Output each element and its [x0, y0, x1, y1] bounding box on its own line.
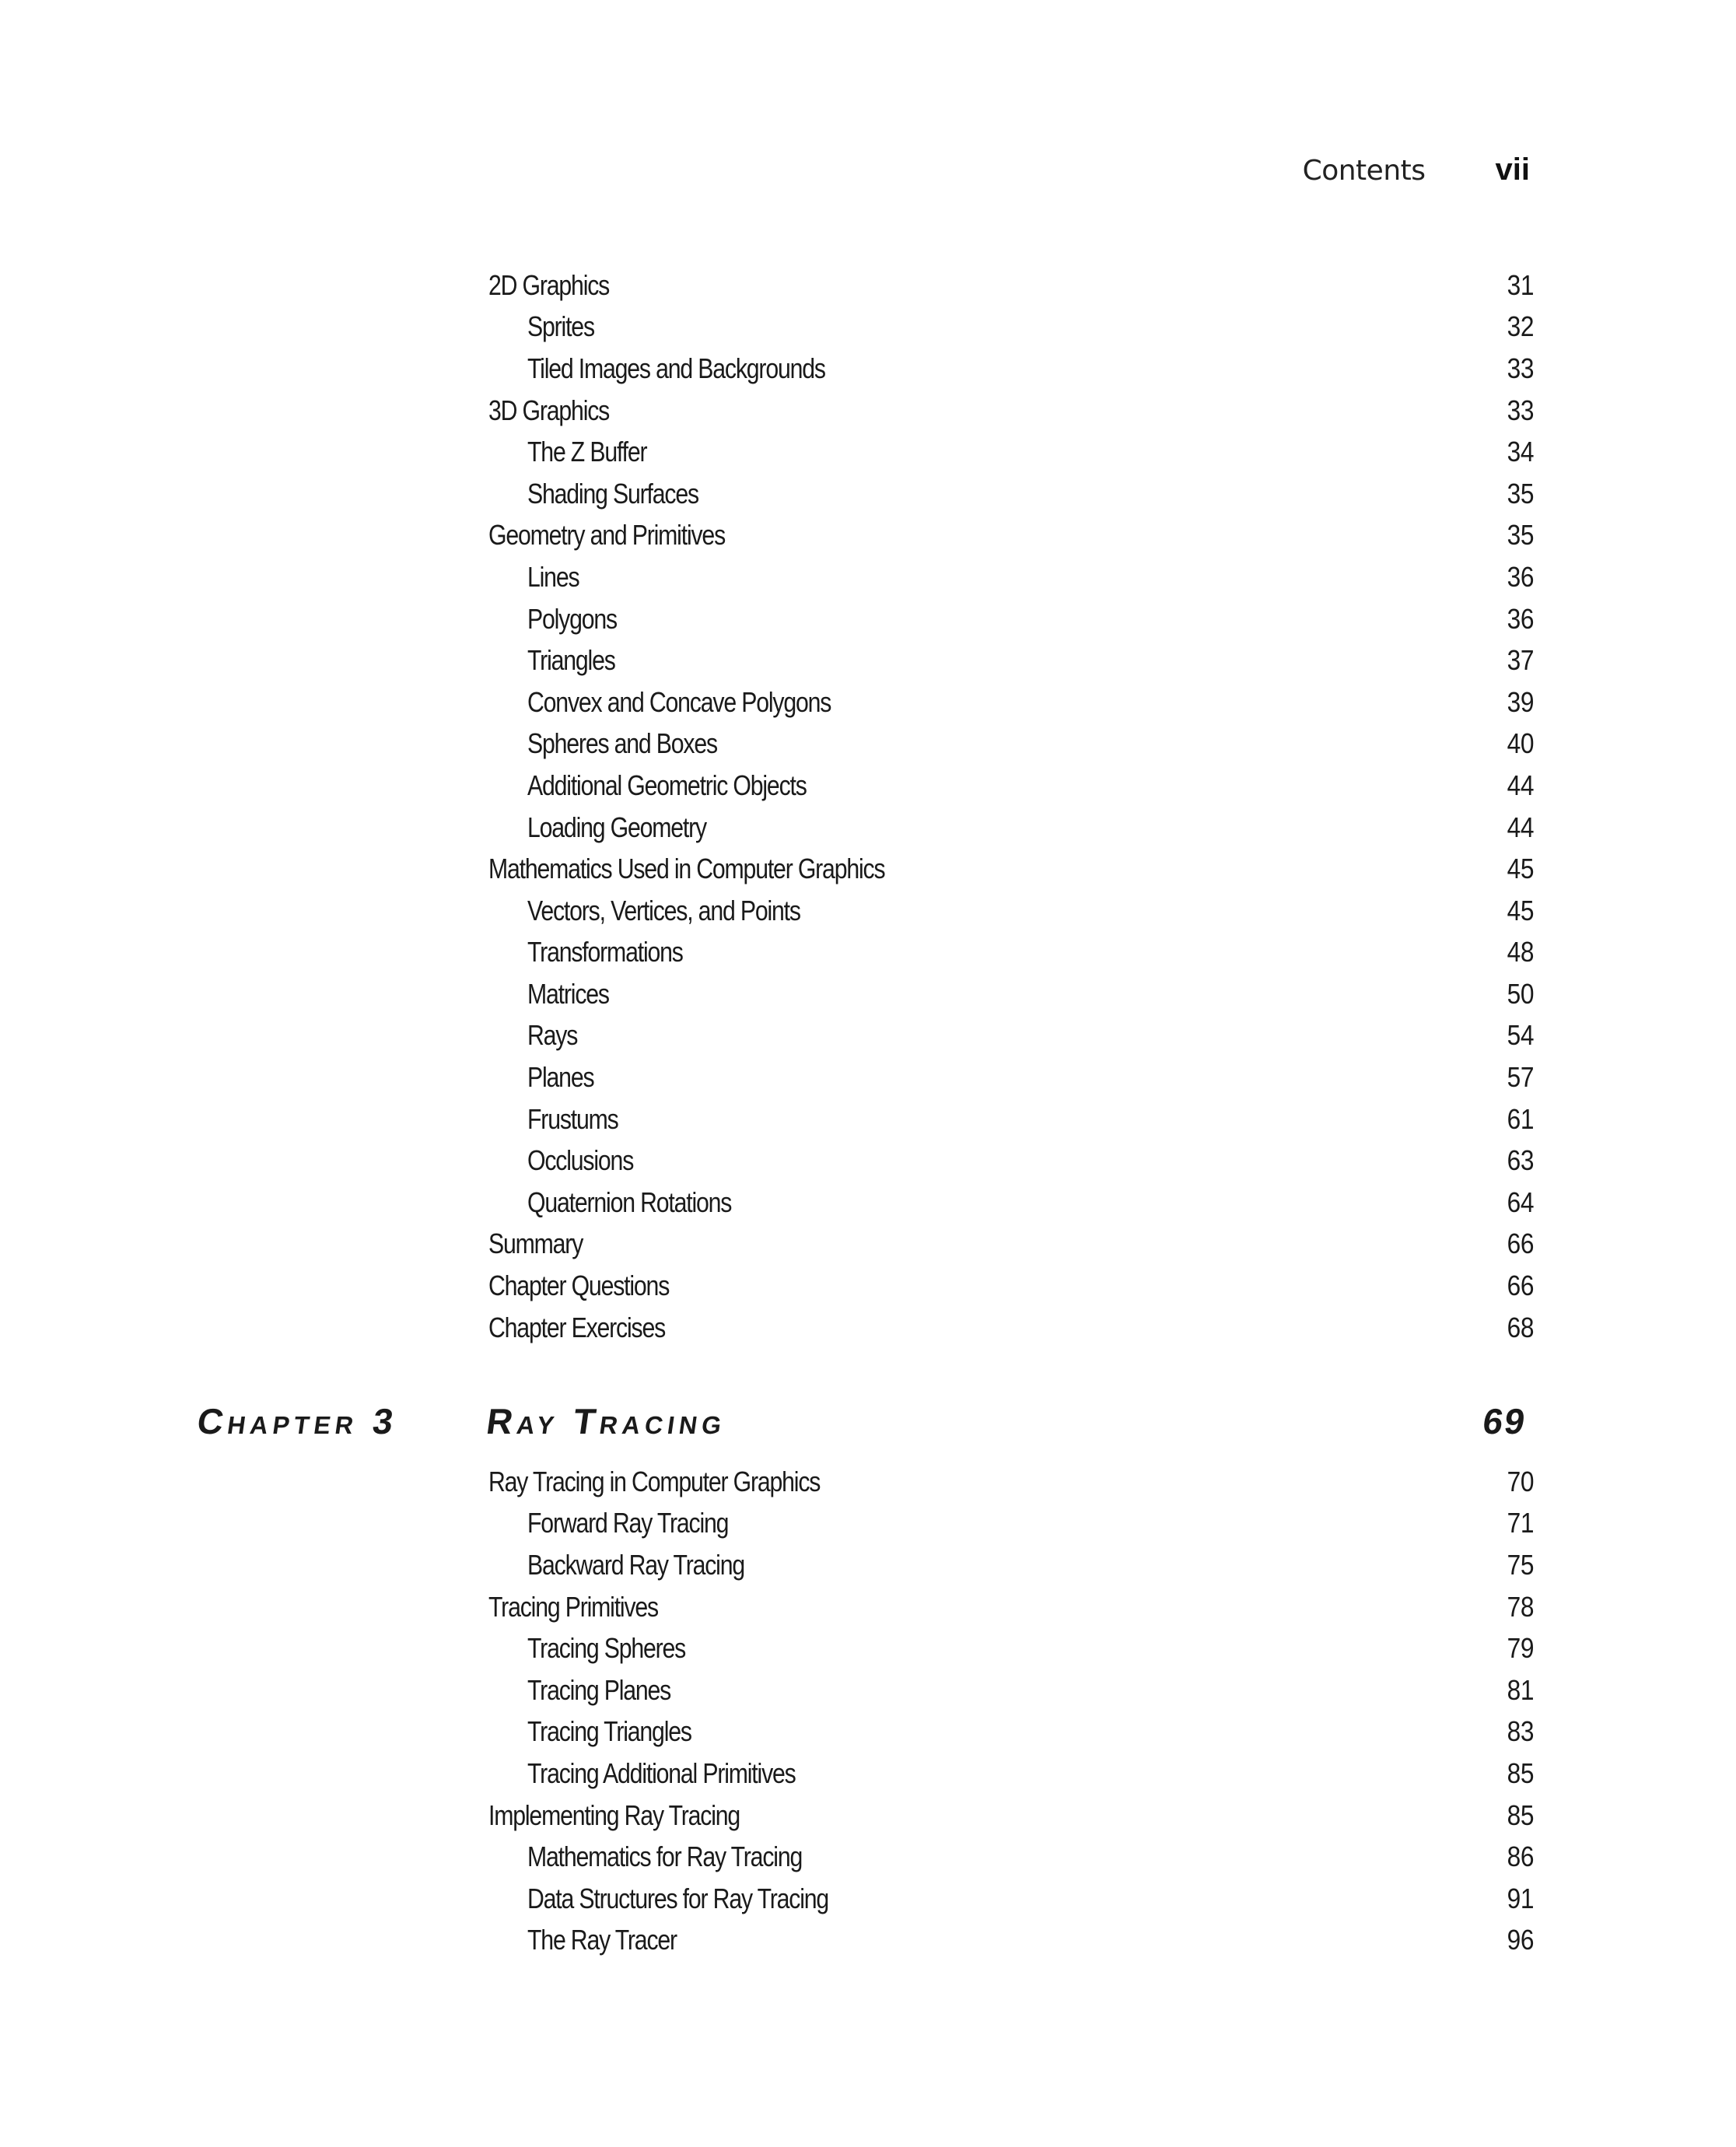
chapter-title: Ray Tracing [484, 1401, 730, 1441]
toc-entry[interactable] [488, 1098, 1534, 1140]
toc-entry-page: 66 [1507, 1228, 1534, 1260]
chapter-page-number: 69 [1480, 1401, 1529, 1441]
toc-entry-page: 71 [1507, 1507, 1534, 1539]
toc-entry[interactable] [488, 639, 1534, 681]
toc-entry[interactable] [488, 1224, 1534, 1266]
toc-entry-title: Quaternion Rotations [527, 1186, 732, 1218]
toc-entry-title: Occlusions [527, 1144, 634, 1177]
toc-entry-page: 61 [1507, 1102, 1534, 1135]
toc-entry-title: Matrices [527, 977, 609, 1010]
toc-entry-title: Summary [488, 1228, 583, 1260]
toc-entry-page: 66 [1507, 1270, 1534, 1302]
toc-entry[interactable] [488, 473, 1534, 515]
toc-entry-page: 40 [1507, 727, 1534, 760]
toc-entry-page: 64 [1507, 1186, 1534, 1218]
toc-entry[interactable] [488, 1265, 1534, 1307]
toc-entry-title: Tracing Spheres [527, 1632, 686, 1665]
toc-entry-title: Lines [527, 560, 579, 593]
toc-entry[interactable] [488, 1669, 1534, 1711]
toc-entry-page: 31 [1507, 268, 1534, 301]
toc-entry[interactable] [488, 1503, 1534, 1545]
toc-entry-title: Data Structures for Ray Tracing [527, 1882, 829, 1914]
toc-entry[interactable] [488, 390, 1534, 432]
toc-entry[interactable] [488, 515, 1534, 557]
toc-entry-title: Triangles [527, 644, 615, 677]
toc-entry-page: 45 [1507, 894, 1534, 926]
toc-entry-title: The Z Buffer [527, 436, 647, 468]
toc-entry-title: Shading Surfaces [527, 477, 698, 510]
toc-entry[interactable] [488, 348, 1534, 390]
toc-entry[interactable] [488, 890, 1534, 932]
chapter-heading [0, 1400, 1736, 1455]
toc-entry-title: The Ray Tracer [527, 1924, 677, 1956]
toc-entry-title: Planes [527, 1061, 594, 1094]
toc-entry-page: 35 [1507, 519, 1534, 552]
toc-entry-page: 78 [1507, 1590, 1534, 1623]
toc-entry-page: 85 [1507, 1799, 1534, 1831]
toc-entry-page: 37 [1507, 644, 1534, 677]
toc-entry-page: 32 [1507, 310, 1534, 343]
toc-entry[interactable] [488, 848, 1534, 890]
toc-entry[interactable] [488, 1753, 1534, 1795]
toc-entry[interactable] [488, 1544, 1534, 1586]
toc-entry-page: 44 [1507, 811, 1534, 843]
toc-entry-page: 81 [1507, 1673, 1534, 1706]
toc-entry-page: 35 [1507, 477, 1534, 510]
toc-entry-title: Backward Ray Tracing [527, 1548, 745, 1581]
toc-entry-title: Tracing Triangles [527, 1715, 691, 1748]
running-head-label: Contents [1302, 155, 1426, 187]
toc-entry[interactable] [488, 681, 1534, 723]
toc-entry-title: Vectors, Vertices, and Points [527, 894, 800, 926]
toc-entry[interactable] [488, 807, 1534, 849]
toc-entry-title: Ray Tracing in Computer Graphics [488, 1465, 821, 1497]
toc-entry-title: Chapter Exercises [488, 1311, 666, 1343]
toc-entry-page: 36 [1507, 560, 1534, 593]
toc-entry-page: 39 [1507, 685, 1534, 718]
toc-entry[interactable] [488, 1795, 1534, 1837]
toc-entry[interactable] [488, 264, 1534, 306]
toc-entry-page: 34 [1507, 436, 1534, 468]
toc-entry-title: Spheres and Boxes [527, 727, 717, 760]
toc-entry-page: 44 [1507, 769, 1534, 801]
toc-entry[interactable] [488, 765, 1534, 807]
toc-entry-page: 57 [1507, 1061, 1534, 1094]
toc-entry-page: 33 [1507, 394, 1534, 426]
toc-entry-title: Chapter Questions [488, 1270, 670, 1302]
toc-entry-page: 50 [1507, 977, 1534, 1010]
toc-list-part2 [488, 1461, 1534, 1961]
toc-entry-title: Frustums [527, 1102, 618, 1135]
toc-entry-title: Convex and Concave Polygons [527, 685, 831, 718]
toc-entry[interactable] [488, 973, 1534, 1015]
toc-entry-title: Transformations [527, 936, 683, 968]
toc-entry[interactable] [488, 306, 1534, 348]
toc-entry-title: Mathematics Used in Computer Graphics [488, 853, 885, 885]
toc-entry-title: Tracing Additional Primitives [527, 1756, 796, 1789]
toc-entry-page: 48 [1507, 936, 1534, 968]
toc-entry[interactable] [488, 1836, 1534, 1878]
toc-entry-page: 68 [1507, 1311, 1534, 1343]
toc-entry[interactable] [488, 1461, 1534, 1503]
toc-entry-page: 45 [1507, 853, 1534, 885]
toc-entry-title: Tiled Images and Backgrounds [527, 352, 825, 384]
toc-entry-title: Mathematics for Ray Tracing [527, 1841, 803, 1873]
toc-entry[interactable] [488, 556, 1534, 598]
toc-entry-page: 70 [1507, 1465, 1534, 1497]
running-head [1303, 152, 1530, 187]
chapter-label: Chapter 3 [194, 1401, 401, 1441]
toc-entry-title: Sprites [527, 310, 594, 343]
toc-entry[interactable] [488, 723, 1534, 765]
toc-entry-page: 83 [1507, 1715, 1534, 1748]
toc-entry[interactable] [488, 1056, 1534, 1098]
toc-entry[interactable] [488, 1878, 1534, 1920]
toc-entry[interactable] [488, 1627, 1534, 1669]
toc-entry[interactable] [488, 1182, 1534, 1224]
toc-entry-page: 33 [1507, 352, 1534, 384]
page-number: vii [1495, 152, 1530, 187]
toc-entry-title: Forward Ray Tracing [527, 1507, 729, 1539]
toc-entry-title: 2D Graphics [488, 268, 610, 301]
toc-entry-page: 36 [1507, 602, 1534, 635]
toc-entry[interactable] [488, 1586, 1534, 1628]
toc-entry[interactable] [488, 598, 1534, 640]
toc-entry-title: Tracing Primitives [488, 1590, 658, 1623]
toc-entry-page: 86 [1507, 1841, 1534, 1873]
toc-entry-page: 63 [1507, 1144, 1534, 1177]
toc-entry-title: Loading Geometry [527, 811, 706, 843]
toc-entry-page: 75 [1507, 1548, 1534, 1581]
toc-entry-title: Implementing Ray Tracing [488, 1799, 740, 1831]
toc-entry-page: 96 [1507, 1924, 1534, 1956]
toc-entry[interactable] [488, 1307, 1534, 1349]
toc-list-part1 [488, 264, 1534, 1348]
toc-entry[interactable] [488, 932, 1534, 974]
toc-entry[interactable] [488, 1015, 1534, 1057]
toc-entry-title: Rays [527, 1019, 578, 1052]
toc-entry-page: 91 [1507, 1882, 1534, 1914]
toc-entry-page: 85 [1507, 1756, 1534, 1789]
toc-entry[interactable] [488, 1140, 1534, 1182]
toc-entry-title: 3D Graphics [488, 394, 610, 426]
toc-entry-page: 54 [1507, 1019, 1534, 1052]
toc-entry-page: 79 [1507, 1632, 1534, 1665]
toc-entry-title: Polygons [527, 602, 618, 635]
toc-entry[interactable] [488, 431, 1534, 473]
toc-entry[interactable] [488, 1711, 1534, 1753]
toc-entry[interactable] [488, 1920, 1534, 1962]
toc-entry-title: Additional Geometric Objects [527, 769, 807, 801]
toc-entry-title: Geometry and Primitives [488, 519, 726, 552]
toc-entry-title: Tracing Planes [527, 1673, 671, 1706]
